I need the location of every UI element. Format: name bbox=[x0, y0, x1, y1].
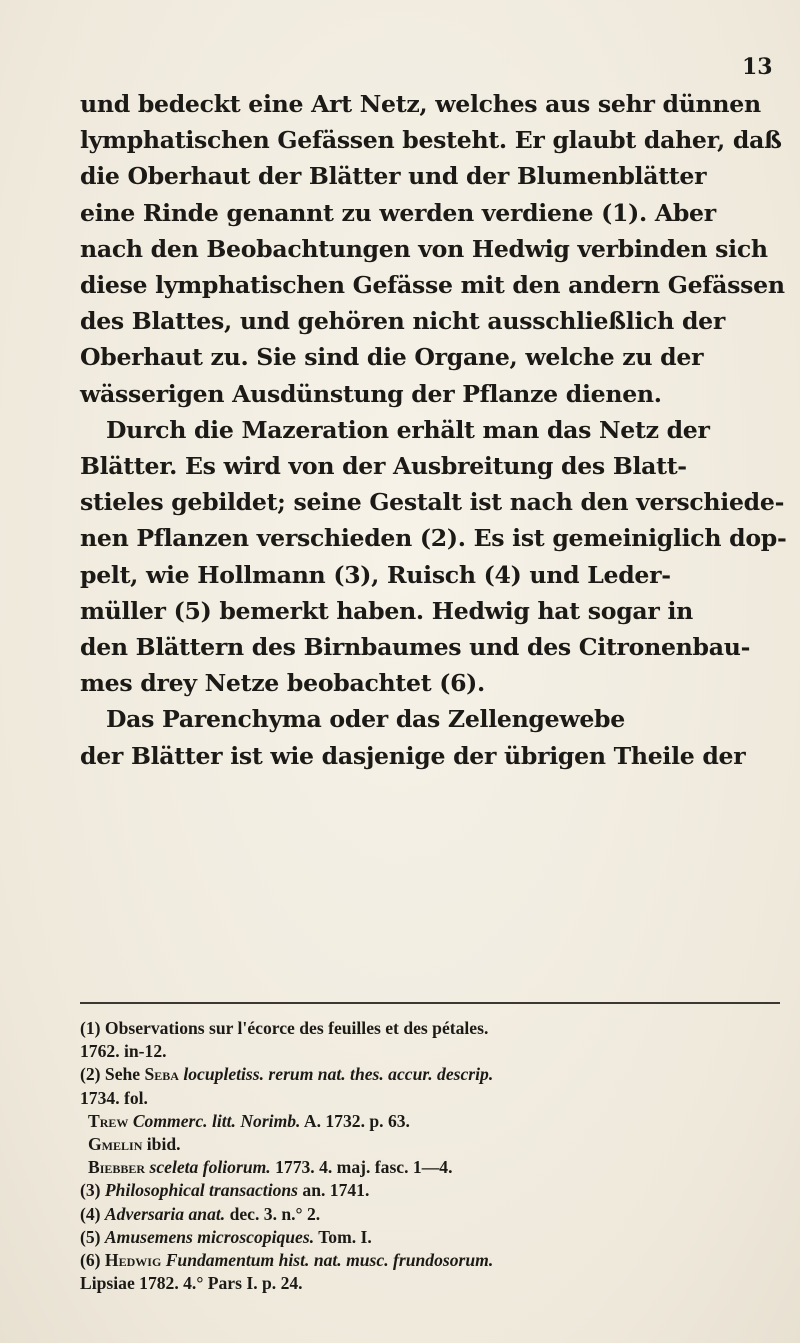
footnote-author: Hedwig bbox=[104, 1250, 166, 1271]
footnote-line bbox=[80, 1087, 800, 1110]
footnote-number: (1) bbox=[80, 1018, 101, 1038]
footnote-author: Trew bbox=[88, 1110, 133, 1131]
footnote-text: dec. 3. n.° 2. bbox=[225, 1203, 321, 1224]
body-line: und bedeckt eine Art Netz, welches aus sehr dünnen bbox=[80, 90, 761, 118]
footnote-author: Gmelin bbox=[88, 1134, 147, 1155]
footnote-text: A. 1732. p. 63. bbox=[300, 1110, 410, 1131]
footnote-line bbox=[80, 1272, 800, 1295]
footnote-line bbox=[80, 1133, 800, 1156]
footnote-title: Fundamentum hist. nat. musc. frundosorum. bbox=[165, 1250, 494, 1271]
body-line: wässerigen Ausdünstung der Pflanze dienen. bbox=[80, 379, 662, 408]
footnote-line bbox=[80, 1063, 800, 1086]
footnote-text: 1734. fol. bbox=[80, 1087, 148, 1108]
footnote-title: Philosophical transactions bbox=[104, 1180, 299, 1201]
footnote-number: (4) bbox=[80, 1203, 101, 1224]
body-line: den Blättern des Birnbaumes und des Citronenbau- bbox=[80, 633, 751, 662]
body-line: Das Parenchyma oder das Zellengewebe bbox=[106, 705, 625, 734]
body-text bbox=[80, 86, 800, 774]
page-number: 13 bbox=[742, 54, 773, 80]
footnote-line bbox=[80, 1156, 800, 1179]
footnote-title: sceleta foliorum. bbox=[149, 1157, 271, 1178]
footnote-divider bbox=[80, 1002, 780, 1004]
footnote-line bbox=[80, 1017, 800, 1040]
footnote-text: Tom. I. bbox=[314, 1226, 372, 1247]
footnote-text: an. 1741. bbox=[298, 1180, 370, 1201]
body-line: nen Pflanzen verschieden (2). Es ist gemeiniglich dop- bbox=[80, 524, 787, 553]
footnote-text: Sehe bbox=[104, 1064, 145, 1085]
body-line: Oberhaut zu. Sie sind die Organe, welche zu der bbox=[80, 343, 704, 372]
footnote-line bbox=[80, 1040, 800, 1063]
footnote-title: Amusemens microscopiques. bbox=[104, 1226, 315, 1247]
body-line: stieles gebildet; seine Gestalt ist nach den verschiede- bbox=[80, 488, 785, 517]
body-line: die Oberhaut der Blätter und der Blumenblätter bbox=[80, 162, 707, 191]
footnote-author: Seba bbox=[144, 1064, 184, 1085]
footnote-line bbox=[80, 1226, 800, 1249]
footnote-author: Biebber bbox=[88, 1157, 150, 1178]
footnote-line bbox=[80, 1203, 800, 1226]
body-line: diese lymphatischen Gefässe mit den andern Gefässen bbox=[80, 271, 785, 300]
footnote-number: (3) bbox=[80, 1180, 101, 1201]
footnote-text: 1762. in-12. bbox=[80, 1041, 167, 1062]
footnote-text: Observations sur l'écorce des feuilles et des pétales. bbox=[104, 1018, 489, 1038]
footnote-text: 1773. 4. maj. fasc. 1—4. bbox=[270, 1157, 453, 1178]
footnote-line bbox=[80, 1249, 800, 1272]
body-line: Blätter. Es wird von der Ausbreitung des Blatt- bbox=[80, 452, 687, 481]
footnote-number: (2) bbox=[80, 1064, 101, 1085]
body-line: nach den Beobachtungen von Hedwig verbinden sich bbox=[80, 234, 768, 263]
body-line: des Blattes, und gehören nicht ausschließlich der bbox=[80, 307, 725, 336]
footnotes bbox=[80, 1017, 800, 1295]
body-line: lymphatischen Gefässen besteht. Er glaubt daher, daß bbox=[80, 126, 782, 155]
footnote-title: Commerc. litt. Norimb. bbox=[132, 1110, 301, 1131]
footnote-line bbox=[80, 1179, 800, 1202]
body-line: der Blätter ist wie dasjenige der übrigen Theile der bbox=[80, 741, 746, 770]
footnote-title: Adversaria anat. bbox=[104, 1203, 226, 1224]
footnote-text: Lipsiae 1782. 4.° Pars I. p. 24. bbox=[80, 1273, 303, 1294]
body-line: Durch die Mazeration erhält man das Netz der bbox=[106, 415, 710, 444]
footnote-number: (6) bbox=[80, 1250, 101, 1271]
footnote-text: ibid. bbox=[146, 1134, 181, 1155]
body-line: müller (5) bemerkt haben. Hedwig hat sogar in bbox=[80, 596, 693, 625]
footnote-title: locupletiss. rerum nat. thes. accur. descrip. bbox=[183, 1064, 494, 1085]
footnote-line bbox=[80, 1110, 800, 1133]
body-line: mes drey Netze beobachtet (6). bbox=[80, 669, 485, 698]
body-line: eine Rinde genannt zu werden verdiene (1). Aber bbox=[80, 198, 716, 227]
footnote-number: (5) bbox=[80, 1226, 101, 1247]
body-line: pelt, wie Hollmann (3), Ruisch (4) und Leder- bbox=[80, 560, 671, 589]
